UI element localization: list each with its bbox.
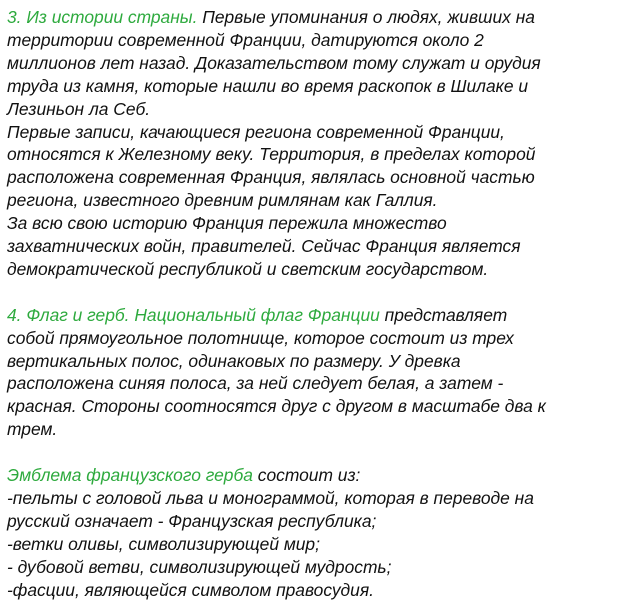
- history-paragraph-3: За всю свою историю Франция пережила множество захватнических войн, правителей. Сейчас Франция является демократической республикой и светским государством.: [7, 213, 521, 279]
- history-intro-text: Первые упоминания о людях, живших на территории современной Франции, датируются около 2 миллионов лет назад. Доказательством тому служат и орудия труда из камня, которые нашли во время раскопок в Шилаке и Лезиньон ла Себ.: [7, 7, 541, 119]
- history-paragraph-1: [7, 6, 621, 121]
- emblem-list-item: - дубовой ветви, символизирующей мудрость;: [7, 556, 392, 577]
- history-paragraph-2: Первые записи, качающиеся региона современной Франции, относятся к Железному веку. Территория, в пределах которой расположена современная Франция, являлась основной частью региона, известного древним римлянам как Галлия.: [7, 121, 536, 211]
- emblem-list-item: -фасции, являющейся символом правосудия.: [7, 579, 374, 600]
- emblem-intro-text: состоит из:: [252, 465, 361, 486]
- flag-paragraph: [7, 304, 621, 441]
- emblem-heading: Эмблема французского герба: [7, 465, 253, 486]
- flag-text: представляет собой прямоугольное полотнище, которое состоит из трех вертикальных полос, одинаковых по размеру. У древка расположена синяя полоса, за ней следует белая, а затем - красная. Стороны соотносятся друг с другом в масштабе два к трем.: [7, 304, 546, 440]
- history-heading: 3. Из истории страны.: [7, 7, 198, 27]
- spacer: [7, 441, 621, 464]
- spacer: [7, 281, 621, 304]
- emblem-list-item: -ветки оливы, символизирующей мир;: [7, 533, 320, 554]
- emblem-intro-paragraph: [7, 464, 621, 487]
- flag-heading: 4. Флаг и герб. Национальный флаг Франции: [7, 304, 380, 325]
- emblem-list-item: -пельты с головой льва и монограммой, которая в переводе на русский означает - Французская республика;: [7, 488, 534, 531]
